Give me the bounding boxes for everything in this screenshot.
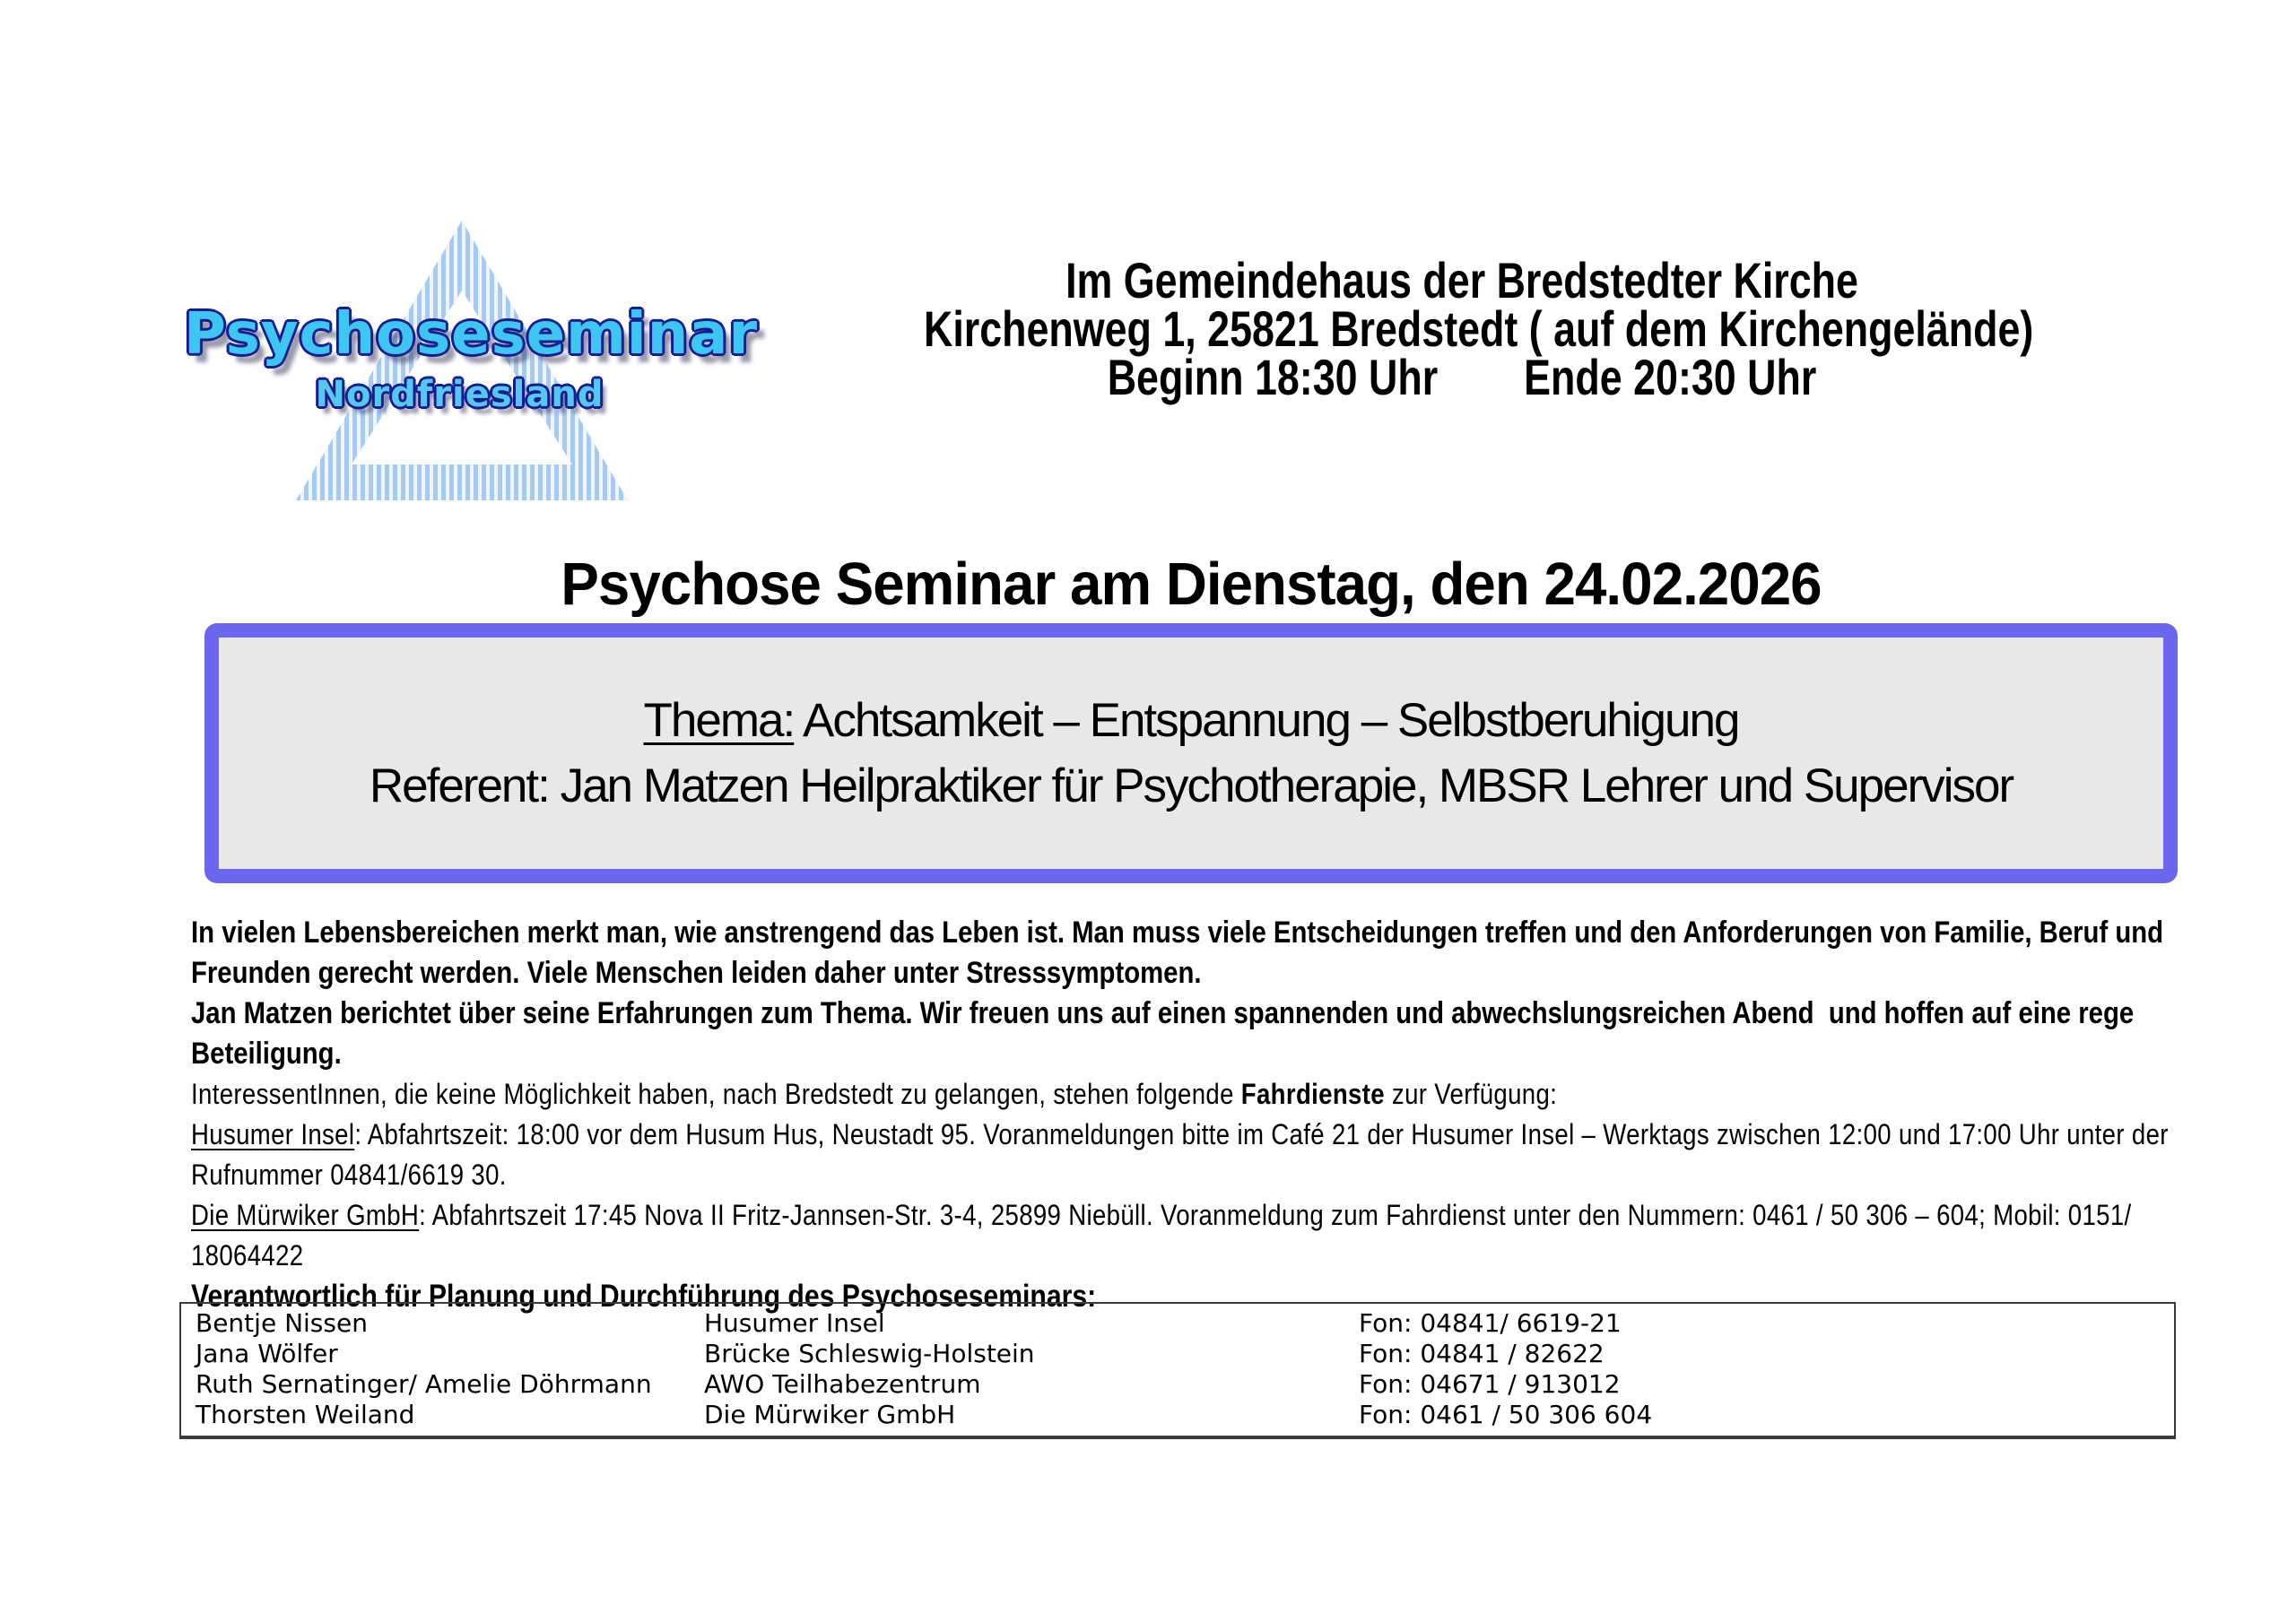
cell-name: Ruth Sernatinger/ Amelie Döhrmann <box>196 1369 652 1399</box>
responsible-heading: Verantwortlich für Planung und Durchführung des Psychoseseminars: <box>191 1279 1097 1314</box>
venue-line1: Im Gemeindehaus der Bredstedter Kirche <box>1065 252 1858 308</box>
transport-intro-tail: zur Verfügung: <box>1384 1078 1558 1110</box>
venue-begin-time: Beginn 18:30 Uhr <box>1107 349 1439 405</box>
theme-box <box>204 623 2178 883</box>
cell-name: Bentje Nissen <box>196 1308 368 1338</box>
thema-label: Thema: <box>643 694 795 747</box>
thema-text: Achtsamkeit – Entspannung – Selbstberuhigung <box>794 694 1739 747</box>
husumer-insel-text: : Abfahrtszeit: 18:00 vor dem Husum Hus, Neustadt 95. Voranmeldungen bitte im Café 21 der Husumer Insel – Werktags zwischen 12:00 und 17:00 Uhr unter der Rufnummer 04841/6619 30. <box>191 1118 2176 1191</box>
cell-org: AWO Teilhabezentrum <box>704 1369 981 1399</box>
cell-org: Husumer Insel <box>704 1308 885 1338</box>
table-row <box>196 1369 2174 1400</box>
transport-intro-text: InteressentInnen, die keine Möglichkeit haben, nach Bredstedt zu gelangen, stehen folgende <box>191 1078 1241 1110</box>
cell-name: Thorsten Weiland <box>196 1400 415 1429</box>
cell-phone: Fon: 0461 / 50 306 604 <box>1359 1400 1653 1429</box>
transport-husumer-insel <box>191 1115 2201 1195</box>
table-row <box>196 1400 2174 1430</box>
intro-paragraph: In vielen Lebensbereichen merkt man, wie anstrengend das Leben ist. Man muss viele Entscheidungen treffen und den Anforderungen von Familie, Beruf und Freunden gerecht werden. Viele Menschen leiden daher unter Stresssymptomen. <box>191 916 2171 990</box>
table-row <box>196 1339 2174 1369</box>
cell-org: Brücke Schleswig-Holstein <box>704 1339 1035 1368</box>
muerwiker-text: : Abfahrtszeit 17:45 Nova II Fritz-Jannsen-Str. 3-4, 25899 Niebüll. Voranmeldung zum Fahrdienst unter den Nummern: 0461 / 50 306 – 604; Mobil: 0151/ 18064422 <box>191 1199 2139 1271</box>
referent-line: Referent: Jan Matzen Heilpraktiker für Psychotherapie, MBSR Lehrer und Supervisor <box>369 759 2013 812</box>
page-title: Psychose Seminar am Dienstag, den 24.02.2026 <box>561 551 1822 618</box>
husumer-insel-label: Husumer Insel <box>191 1118 355 1150</box>
logo-subtitle: Nordfriesland <box>315 374 604 415</box>
thema-line <box>643 694 1739 747</box>
logo-title: Psychoseseminar <box>184 301 758 368</box>
cell-org: Die Mürwiker GmbH <box>704 1400 956 1429</box>
team-table <box>179 1302 2176 1439</box>
venue-info <box>924 252 2034 405</box>
venue-end-time: Ende 20:30 Uhr <box>1524 349 1817 405</box>
speaker-paragraph: Jan Matzen berichtet über seine Erfahrungen zum Thema. Wir freuen uns auf einen spannenden und abwechslungsreichen Abend und hoffen auf eine rege Beteiligung. <box>191 996 2142 1071</box>
cell-phone: Fon: 04841/ 6619-21 <box>1359 1308 1622 1338</box>
muerwiker-label: Die Mürwiker GmbH <box>191 1199 420 1231</box>
transport-muerwiker <box>191 1195 2201 1276</box>
logo <box>184 213 758 509</box>
transport-intro <box>191 1074 2201 1115</box>
cell-phone: Fon: 04671 / 913012 <box>1359 1369 1621 1399</box>
table-row <box>196 1308 2174 1339</box>
venue-line2: Kirchenweg 1, 25821 Bredstedt ( auf dem Kirchengelände) <box>924 300 2034 357</box>
venue-line3 <box>924 349 2000 405</box>
fahrdienste-bold: Fahrdienste <box>1240 1078 1385 1110</box>
body-text <box>191 913 2201 1316</box>
cell-name: Jana Wölfer <box>196 1339 338 1368</box>
cell-phone: Fon: 04841 / 82622 <box>1359 1339 1605 1368</box>
